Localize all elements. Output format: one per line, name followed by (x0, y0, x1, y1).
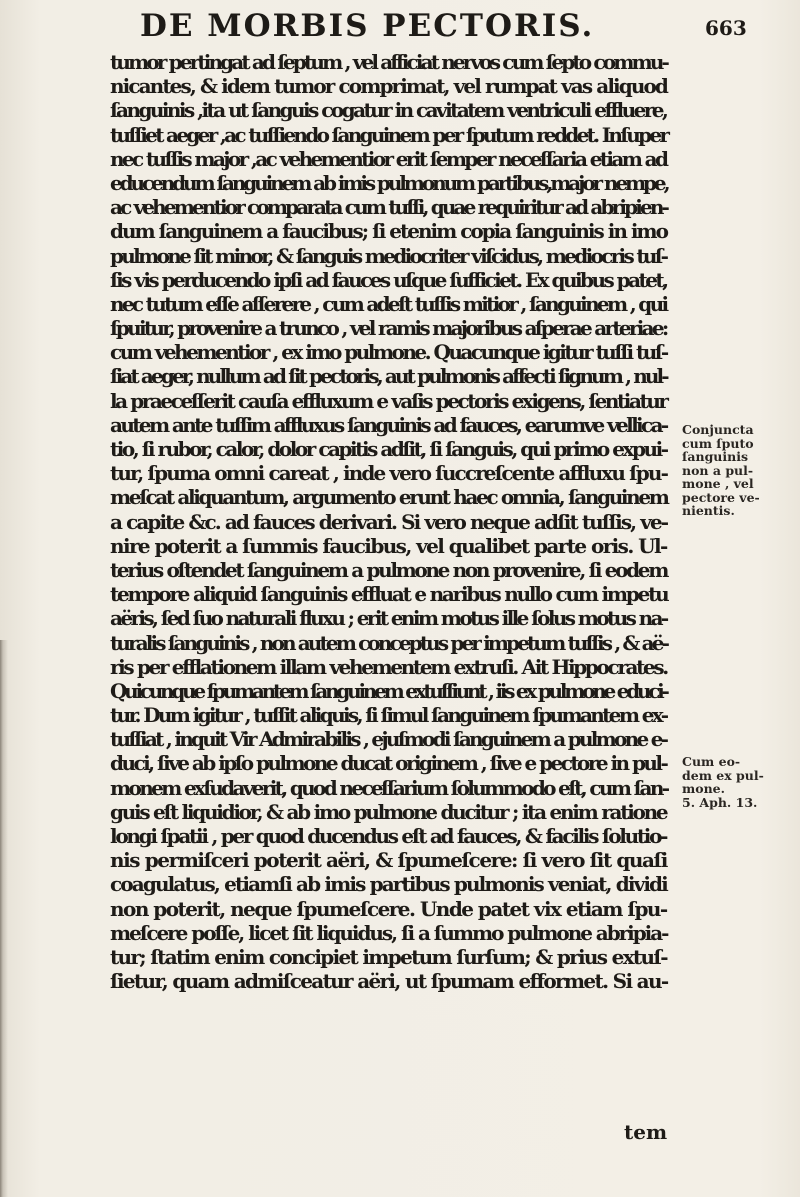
margin-note-line: 5. Aph. 13. (682, 794, 758, 810)
margin-note-conjuncta (682, 423, 794, 518)
margin-note-line: Cum eo- (682, 754, 741, 769)
text-line: ſiat aeger, nullum ad ſit pectoris, aut pulmonis affecti ſignum , nul- (110, 364, 667, 389)
text-line: meſcat aliquantum, argumento erunt haec omnia, ſanguinem (110, 485, 668, 510)
text-line: ac vehementior comparata cum tuſſi, quae requiritur ad abripien- (110, 195, 667, 220)
text-line: tumor pertingat ad ſeptum , vel afficiat nervos cum ſepto commu- (110, 50, 667, 74)
text-line: ſanguinis ,ita ut ſanguis cogatur in cavitatem ventriculi effluere, (110, 98, 667, 123)
text-line: turalis ſanguinis , non autem conceptus per impetum tuſſis , & aë- (110, 630, 668, 655)
text-line: monem exſudaverit, quod neceſſarium ſolummodo eſt, cum ſan- (110, 775, 668, 800)
text-line: la praeceſſerit cauſa effluxum e vaſis pectoris exigens, ſentiatur (110, 388, 667, 413)
text-line: educendum ſanguinem ab imis pulmonum partibus,major nempe, (110, 170, 668, 195)
text-line: duci, ſive ab ipſo pulmone ducat originem , ſive e pectore in pul- (110, 751, 667, 776)
text-line: tuſſiet aeger ,ac tuſſiendo ſanguinem per ſputum reddet. Inſuper (110, 122, 668, 147)
catchword: tem (624, 1120, 668, 1144)
text-line: autem ante tuſſim affluxus ſanguinis ad fauces, earumve vellica- (110, 412, 667, 437)
text-line: ſpuitur, provenire a trunco , vel ramis majoribus aſperae arteriae: (110, 316, 667, 341)
text-line: guis eſt liquidior, & ab imo pulmone ducitur ; ita enim ratione (110, 799, 667, 824)
margin-note-cum-eodem (682, 755, 794, 809)
main-text-block (110, 50, 670, 993)
text-line: ris per efflationem illam vehementem extruſi. Ait Hippocrates. (110, 654, 667, 679)
text-line: ſis vis perducendo ipſi ad fauces uſque ſufficiet. Ex quibus patet, (110, 267, 667, 292)
text-line: non poterit, neque ſpumeſcere. Unde patet vix etiam ſpu- (110, 896, 667, 921)
text-line: cum vehementior , ex imo pulmone. Quacunque igitur tuſſi tuſ- (110, 340, 667, 365)
margin-note-line: mone. (682, 781, 725, 796)
text-line: aëris, ſed ſuo naturali fluxu ; erit enim motus ille ſolus motus na- (110, 606, 667, 631)
text-line: nis permiſceri poterit aëri, & ſpumeſcere: ſi vero ſit quaſi (110, 848, 667, 873)
text-line: a capite &c. ad fauces derivari. Si vero neque adſit tuſſis, ve- (110, 509, 668, 534)
text-line: longi ſpatii , per quod ducendus eſt ad fauces, & facilis ſolutio- (110, 824, 667, 848)
text-line: tuſſiat , inquit Vir Admirabilis , ejuſmodi ſanguinem a pulmone e- (110, 727, 667, 752)
page-gutter-shadow (0, 640, 8, 1197)
text-line: tur, ſpuma omni careat , inde vero ſuccreſcente affluxu ſpu- (110, 461, 667, 486)
margin-note-line: ſanguinis (682, 449, 749, 464)
running-title: DE MORBIS PECTORIS. (140, 8, 595, 44)
text-line: meſcere poſſe, licet ſit liquidus, ſi a ſummo pulmone abripia- (110, 920, 668, 945)
text-line: nire poterit a ſummis faucibus, vel qualibet parte oris. Ul- (110, 533, 667, 558)
text-line: terius oſtendet ſanguinem a pulmone non provenire, ſi eodem (110, 557, 668, 582)
text-line: dum ſanguinem a faucibus; ſi etenim copia ſanguinis in imo (110, 219, 667, 244)
text-line: tio, ſi rubor, calor, dolor capitis adſit, ſi ſanguis, qui primo expui- (110, 437, 667, 461)
text-line: ſietur, quam admiſceatur aëri, ut ſpumam efformet. Si au- (110, 969, 668, 994)
margin-note-line: Conjuncta (682, 422, 754, 437)
margin-note-line: non a pul- (682, 462, 754, 478)
text-line: pulmone ſit minor, & ſanguis mediocriter viſcidus, mediocris tuſ- (110, 243, 667, 268)
margin-note-line: nientis. (682, 503, 735, 518)
page-header (0, 6, 800, 46)
margin-note-line: cum ſputo (682, 435, 754, 451)
text-line: coagulatus, etiamſi ab imis partibus pulmonis veniat, dividi (110, 872, 667, 897)
page-number: 663 (705, 16, 747, 40)
text-line: Quicunque ſpumantem ſanguinem extuſſiunt , iis ex pulmone educi- (110, 678, 667, 703)
margin-note-line: pectore ve- (682, 489, 760, 505)
text-line: tur; ſtatim enim concipiet impetum ſurſum; & prius extuſ- (110, 944, 667, 969)
text-line: nicantes, & idem tumor comprimat, vel rumpat vas aliquod (110, 74, 667, 99)
text-line: nec tuſſis major ,ac vehementior erit ſemper neceſſaria etiam ad (110, 146, 667, 171)
text-line: tur. Dum igitur , tuſſit aliquis, ſi ſimul ſanguinem ſpumantem ex- (110, 703, 667, 728)
margin-note-line: dem ex pul- (682, 767, 764, 783)
text-line: nec tutum eſſe aſſerere , cum adeſt tuſſis mitior , ſanguinem , qui (110, 291, 667, 316)
text-line: tempore aliquid ſanguinis effluat e naribus nullo cum impetu (110, 582, 668, 607)
margin-note-line: mone , vel (682, 476, 754, 491)
